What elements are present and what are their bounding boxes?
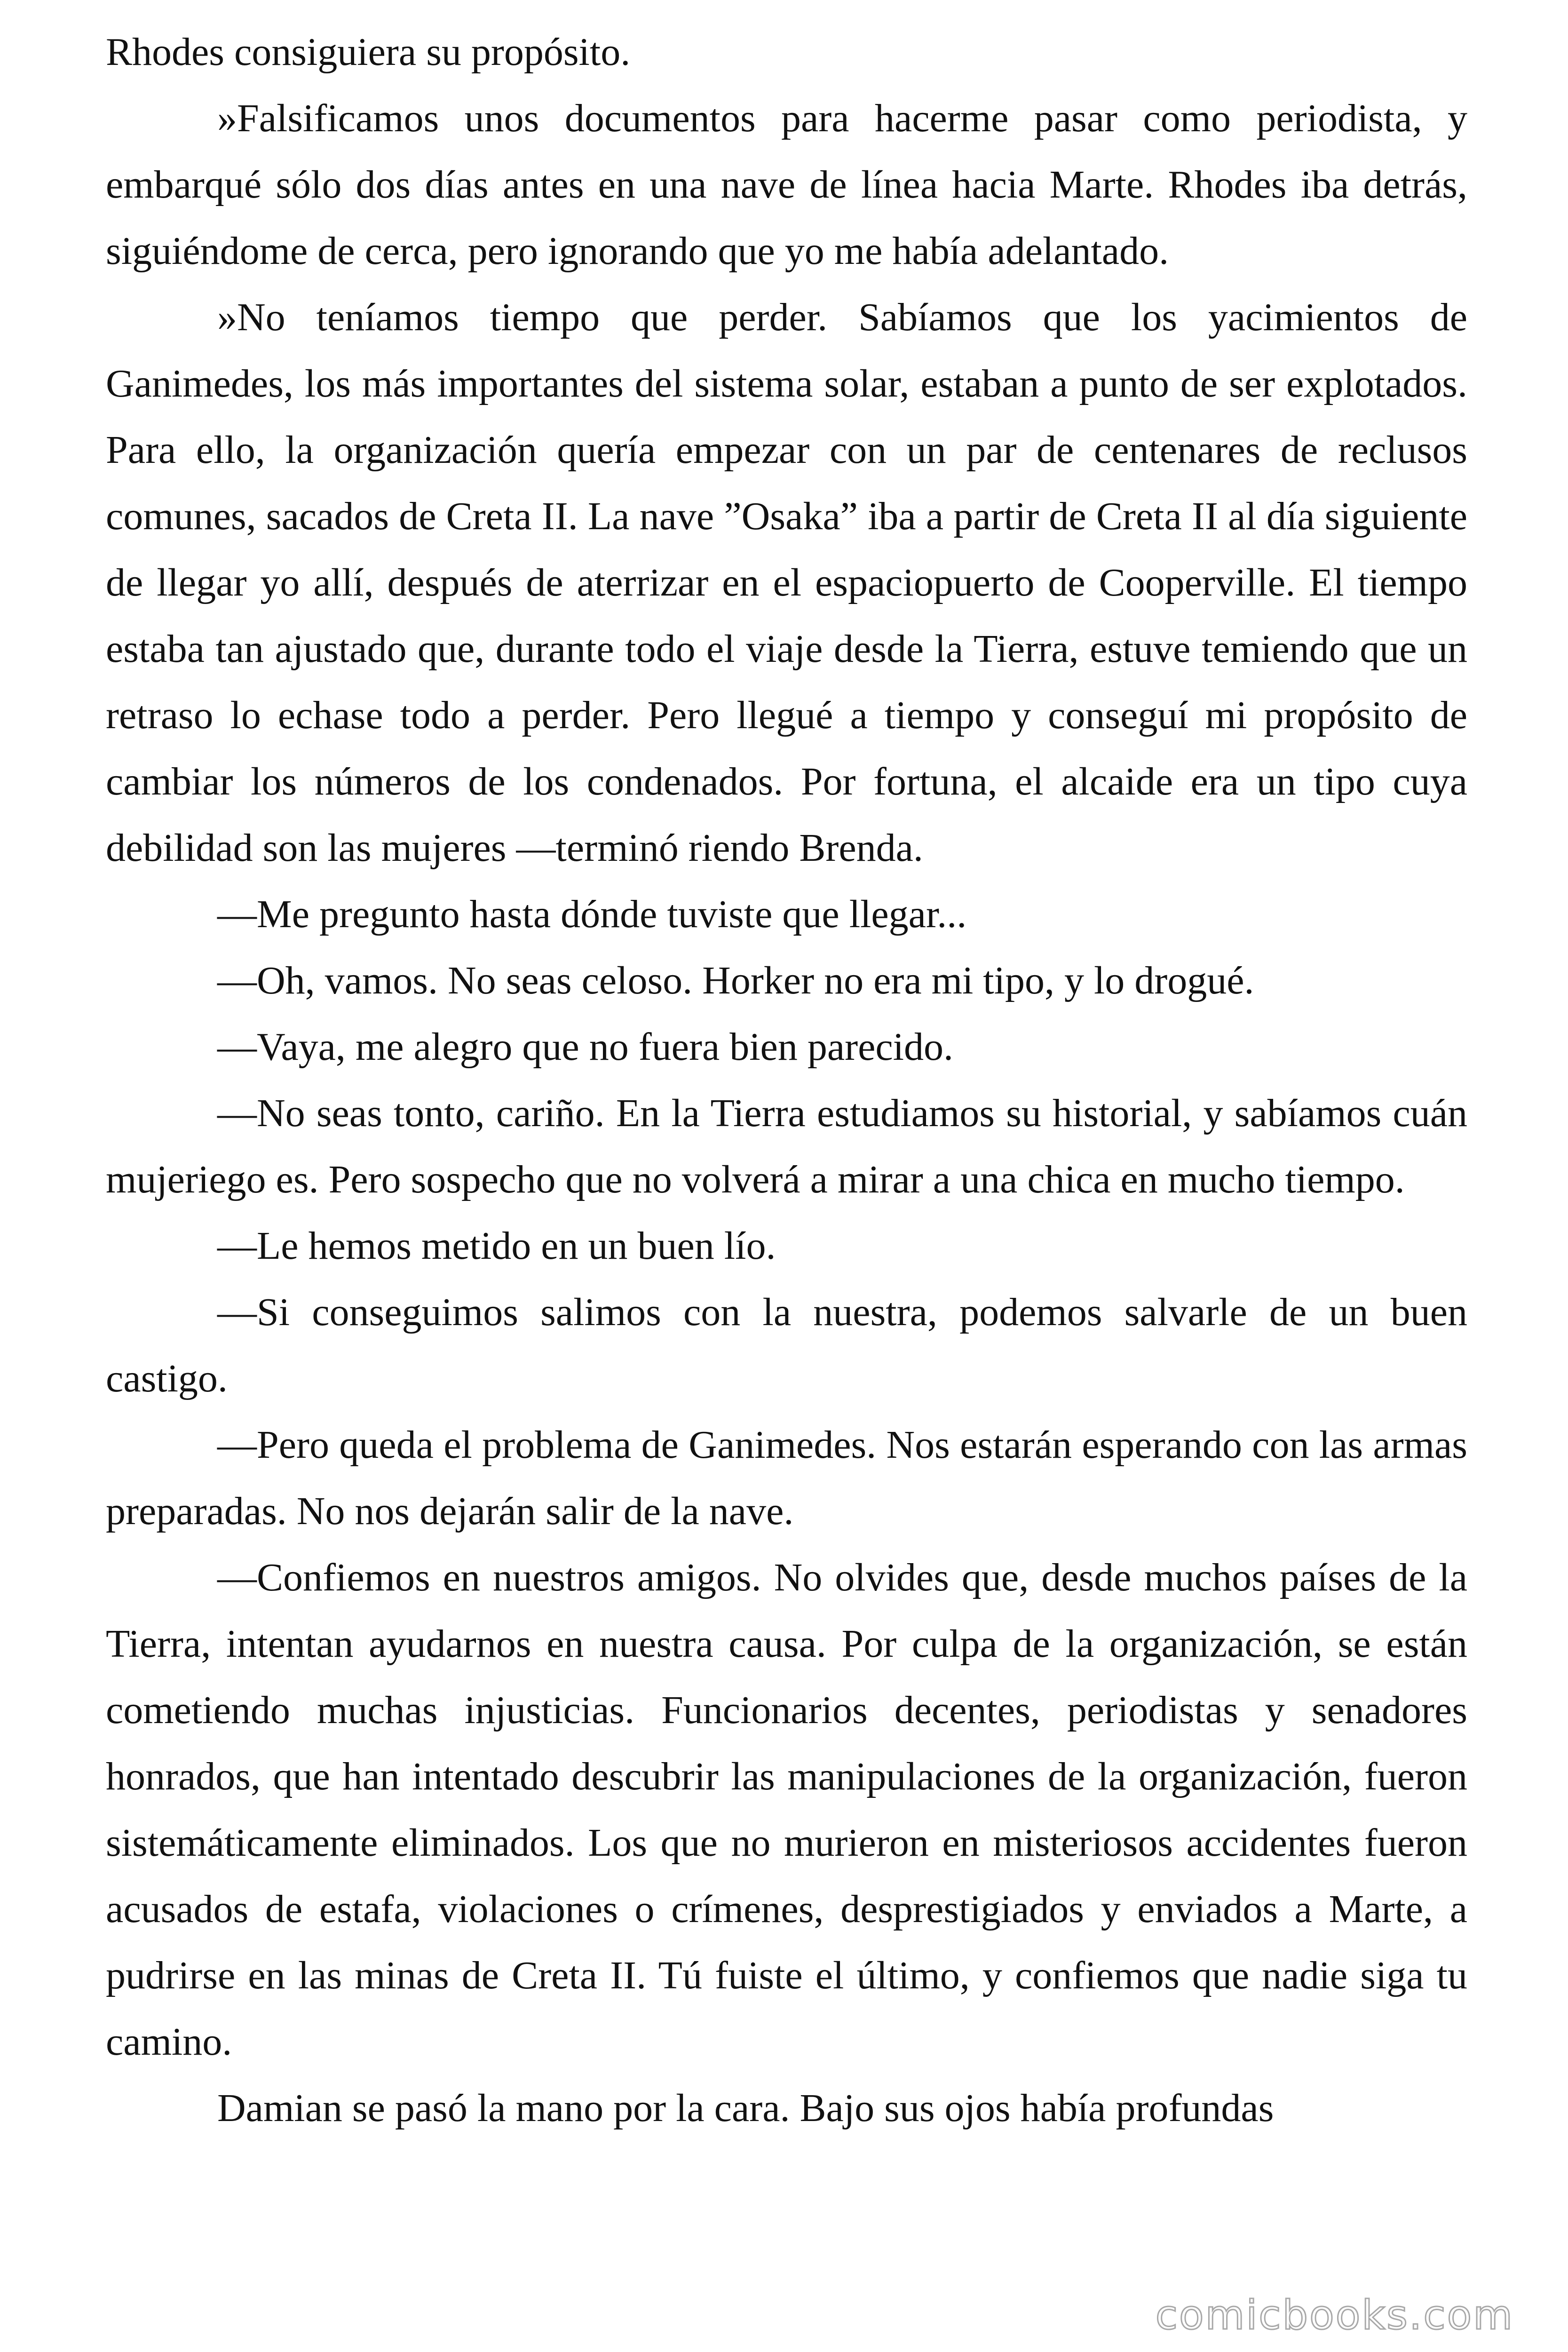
paragraph-11: —Confiemos en nuestros amigos. No olvides que, desde muchos países de la Tierra, intentan ayudarnos en nuestra causa. Por culpa de la organización, se están cometiendo muchas injusticias. Funcionarios decentes, periodistas y senadores honrados, que han intentado descubrir las manipulaciones de la organización, fueron sistemáticamente eliminados. Los que no murieron en misteriosos accidentes fueron acusados de estafa, violaciones o crímenes, desprestigiados y enviados a Marte, a pudrirse en las minas de Creta II. Tú fuiste el último, y confiemos que nadie siga tu camino.	[106, 1556, 1467, 2064]
paragraph-9: —Si conseguimos salimos con la nuestra, podemos salvarle de un buen castigo.	[106, 1290, 1467, 1400]
paragraph-12: Damian se pasó la mano por la cara. Bajo sus ojos había profundas	[217, 2086, 1274, 2130]
paragraph-1: Rhodes consiguiera su propósito.	[106, 30, 631, 74]
paragraph-6: —Vaya, me alegro que no fuera bien parecido.	[217, 1025, 953, 1069]
paragraph-7: —No seas tonto, cariño. En la Tierra estudiamos su historial, y sabíamos cuán mujeriego es. Pero sospecho que no volverá a mirar a una chica en mucho tiempo.	[106, 1091, 1467, 1201]
paragraph-4: —Me pregunto hasta dónde tuviste que llegar...	[217, 892, 967, 936]
page-body	[106, 19, 1467, 2305]
paragraph-10: —Pero queda el problema de Ganimedes. Nos estarán esperando con las armas preparadas. No nos dejarán salir de la nave.	[106, 1423, 1467, 1533]
paragraph-3: »No teníamos tiempo que perder. Sabíamos que los yacimientos de Ganimedes, los más importantes del sistema solar, estaban a punto de ser explotados. Para ello, la organización quería empezar con un par de centenares de reclusos comunes, sacados de Creta II. La nave ”Osaka” iba a partir de Creta II al día siguiente de llegar yo allí, después de aterrizar en el espaciopuerto de Cooperville. El tiempo estaba tan ajustado que, durante todo el viaje desde la Tierra, estuve temiendo que un retraso lo echase todo a perder. Pero llegué a tiempo y conseguí mi propósito de cambiar los números de los condenados. Por fortuna, el alcaide era un tipo cuya debilidad son las mujeres —terminó riendo Brenda.	[106, 295, 1467, 870]
paragraph-8: —Le hemos metido en un buen lío.	[217, 1224, 776, 1268]
watermark: comicbooks.com	[1155, 2292, 1514, 2339]
paragraph-2: »Falsificamos unos documentos para hacerme pasar como periodista, y embarqué sólo dos días antes en una nave de línea hacia Marte. Rhodes iba detrás, siguiéndome de cerca, pero ignorando que yo me había adelantado.	[106, 96, 1467, 273]
paragraph-5: —Oh, vamos. No seas celoso. Horker no era mi tipo, y lo drogué.	[217, 959, 1254, 1002]
